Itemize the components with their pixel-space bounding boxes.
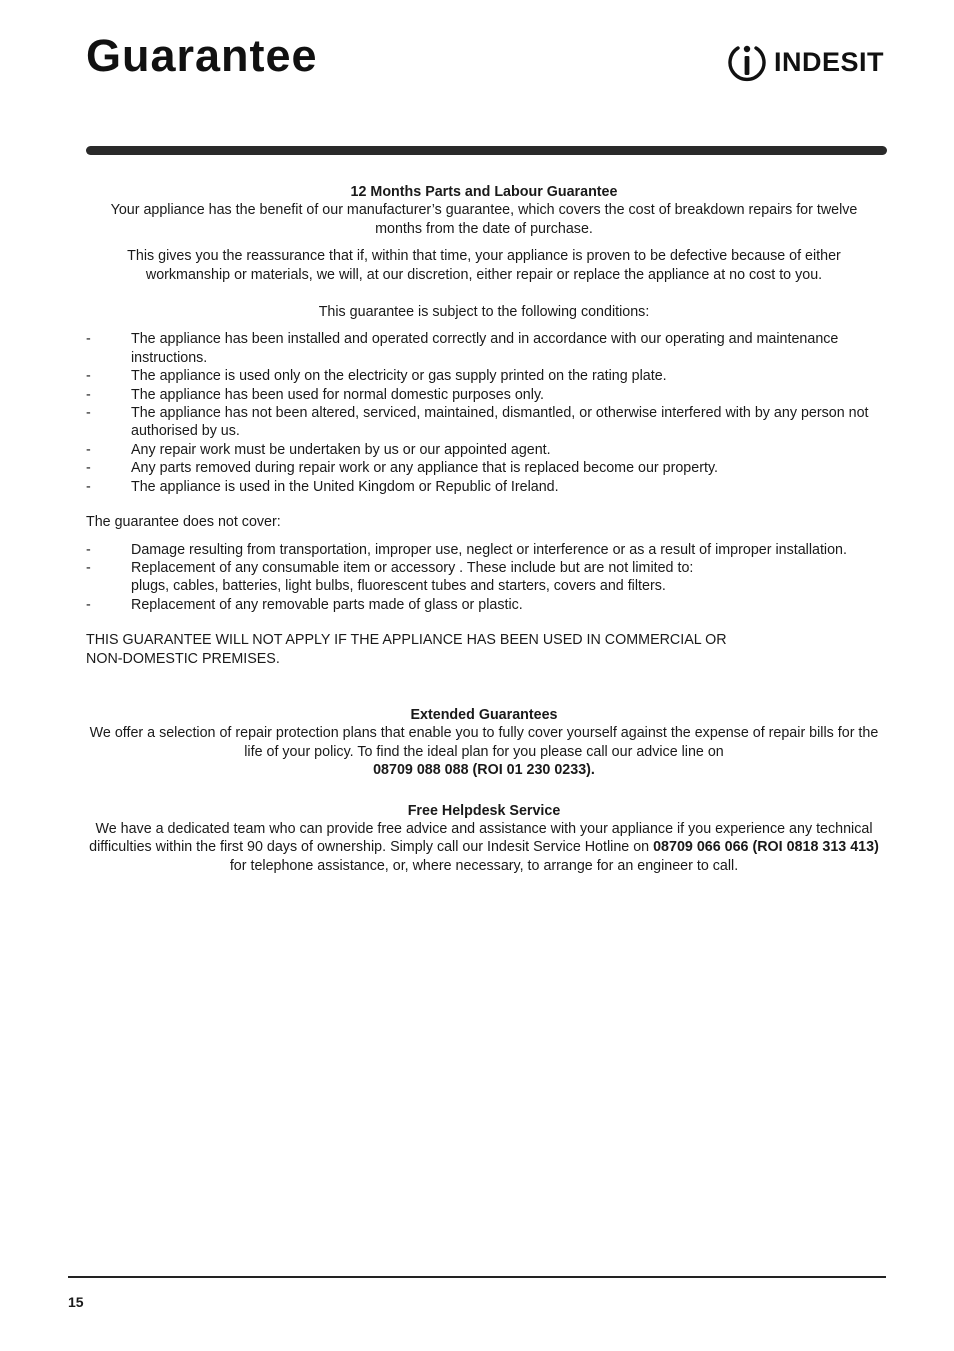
guarantee-content: [86, 183, 882, 875]
list-item: - Replacement of any consumable item or accessory . These include but are not limited to: plugs, cables, batteries, light bulbs, fluorescent tubes and starters, covers and filters.: [86, 559, 694, 595]
page-title: Guarantee: [86, 30, 318, 81]
extended-guarantee-phone: 08709 088 088 (ROI 01 230 0233).: [373, 762, 595, 779]
brand-name: INDESIT: [774, 46, 885, 77]
helpdesk-text: We have a dedicated team who can provide free advice and assistance with your appliance if you experience any technical difficulties within the first 90 days of ownership. Simply call our Indesit Service Hotline on 08709 066 066 (ROI 0818 313 413) for telephone assistance, or, where necessary, to arrange for an engineer to call.: [89, 820, 879, 874]
section-heading-extended: Extended Guarantees: [410, 706, 558, 723]
section-heading-helpdesk: Free Helpdesk Service: [407, 802, 561, 819]
list-item: - The appliance is used in the United Kingdom or Republic of Ireland.: [86, 478, 559, 495]
guarantee-intro: Your appliance has the benefit of our manufacturer’s guarantee, which covers the cost of breakdown repairs for twelve months from the date of purchase.: [110, 202, 858, 237]
brand-logo: [726, 40, 884, 84]
indesit-i-icon: [726, 41, 768, 83]
footer-divider: [68, 1276, 886, 1278]
commercial-use-warning: THIS GUARANTEE WILL NOT APPLY IF THE APPLIANCE HAS BEEN USED IN COMMERCIAL OR NON-DOMESTIC PREMISES.: [86, 632, 727, 667]
not-cover-list: [86, 541, 882, 615]
page-number: 15: [68, 1294, 84, 1310]
list-item: - Any repair work must be undertaken by us or our appointed agent.: [86, 441, 551, 458]
list-item: - The appliance has not been altered, serviced, maintained, dismantled, or otherwise interfered with by any person not authorised by us.: [86, 405, 869, 440]
conditions-intro: This guarantee is subject to the following conditions:: [318, 304, 650, 321]
list-item: - The appliance is used only on the electricity or gas supply printed on the rating plate.: [86, 368, 667, 385]
list-item: - Any parts removed during repair work or any appliance that is replaced become our property.: [86, 460, 719, 477]
guarantee-reassurance: This gives you the reassurance that if, within that time, your appliance is proven to be defective because of either workmanship or materials, we will, at our discretion, either repair or replace the appliance at no cost to you.: [127, 248, 841, 283]
header-divider: [86, 146, 887, 155]
not-cover-intro: The guarantee does not cover:: [86, 514, 281, 531]
extended-guarantee-text: We offer a selection of repair protection plans that enable you to fully cover yourself against the expense of repair bills for the life of your policy. To find the ideal plan for you please call our advice line on: [89, 725, 879, 760]
section-heading-guarantee: 12 Months Parts and Labour Guarantee: [350, 184, 618, 200]
conditions-list: [86, 330, 882, 496]
list-item: - Damage resulting from transportation, improper use, neglect or interference or as a result of improper installation.: [86, 541, 847, 558]
list-item: - Replacement of any removable parts made of glass or plastic.: [86, 596, 523, 613]
helpdesk-phone: 08709 066 066 (ROI 0818 313 413): [653, 839, 879, 856]
list-item: - The appliance has been used for normal domestic purposes only.: [86, 386, 544, 403]
list-item: - The appliance has been installed and operated correctly and in accordance with our operating and maintenance instructions.: [86, 331, 839, 366]
